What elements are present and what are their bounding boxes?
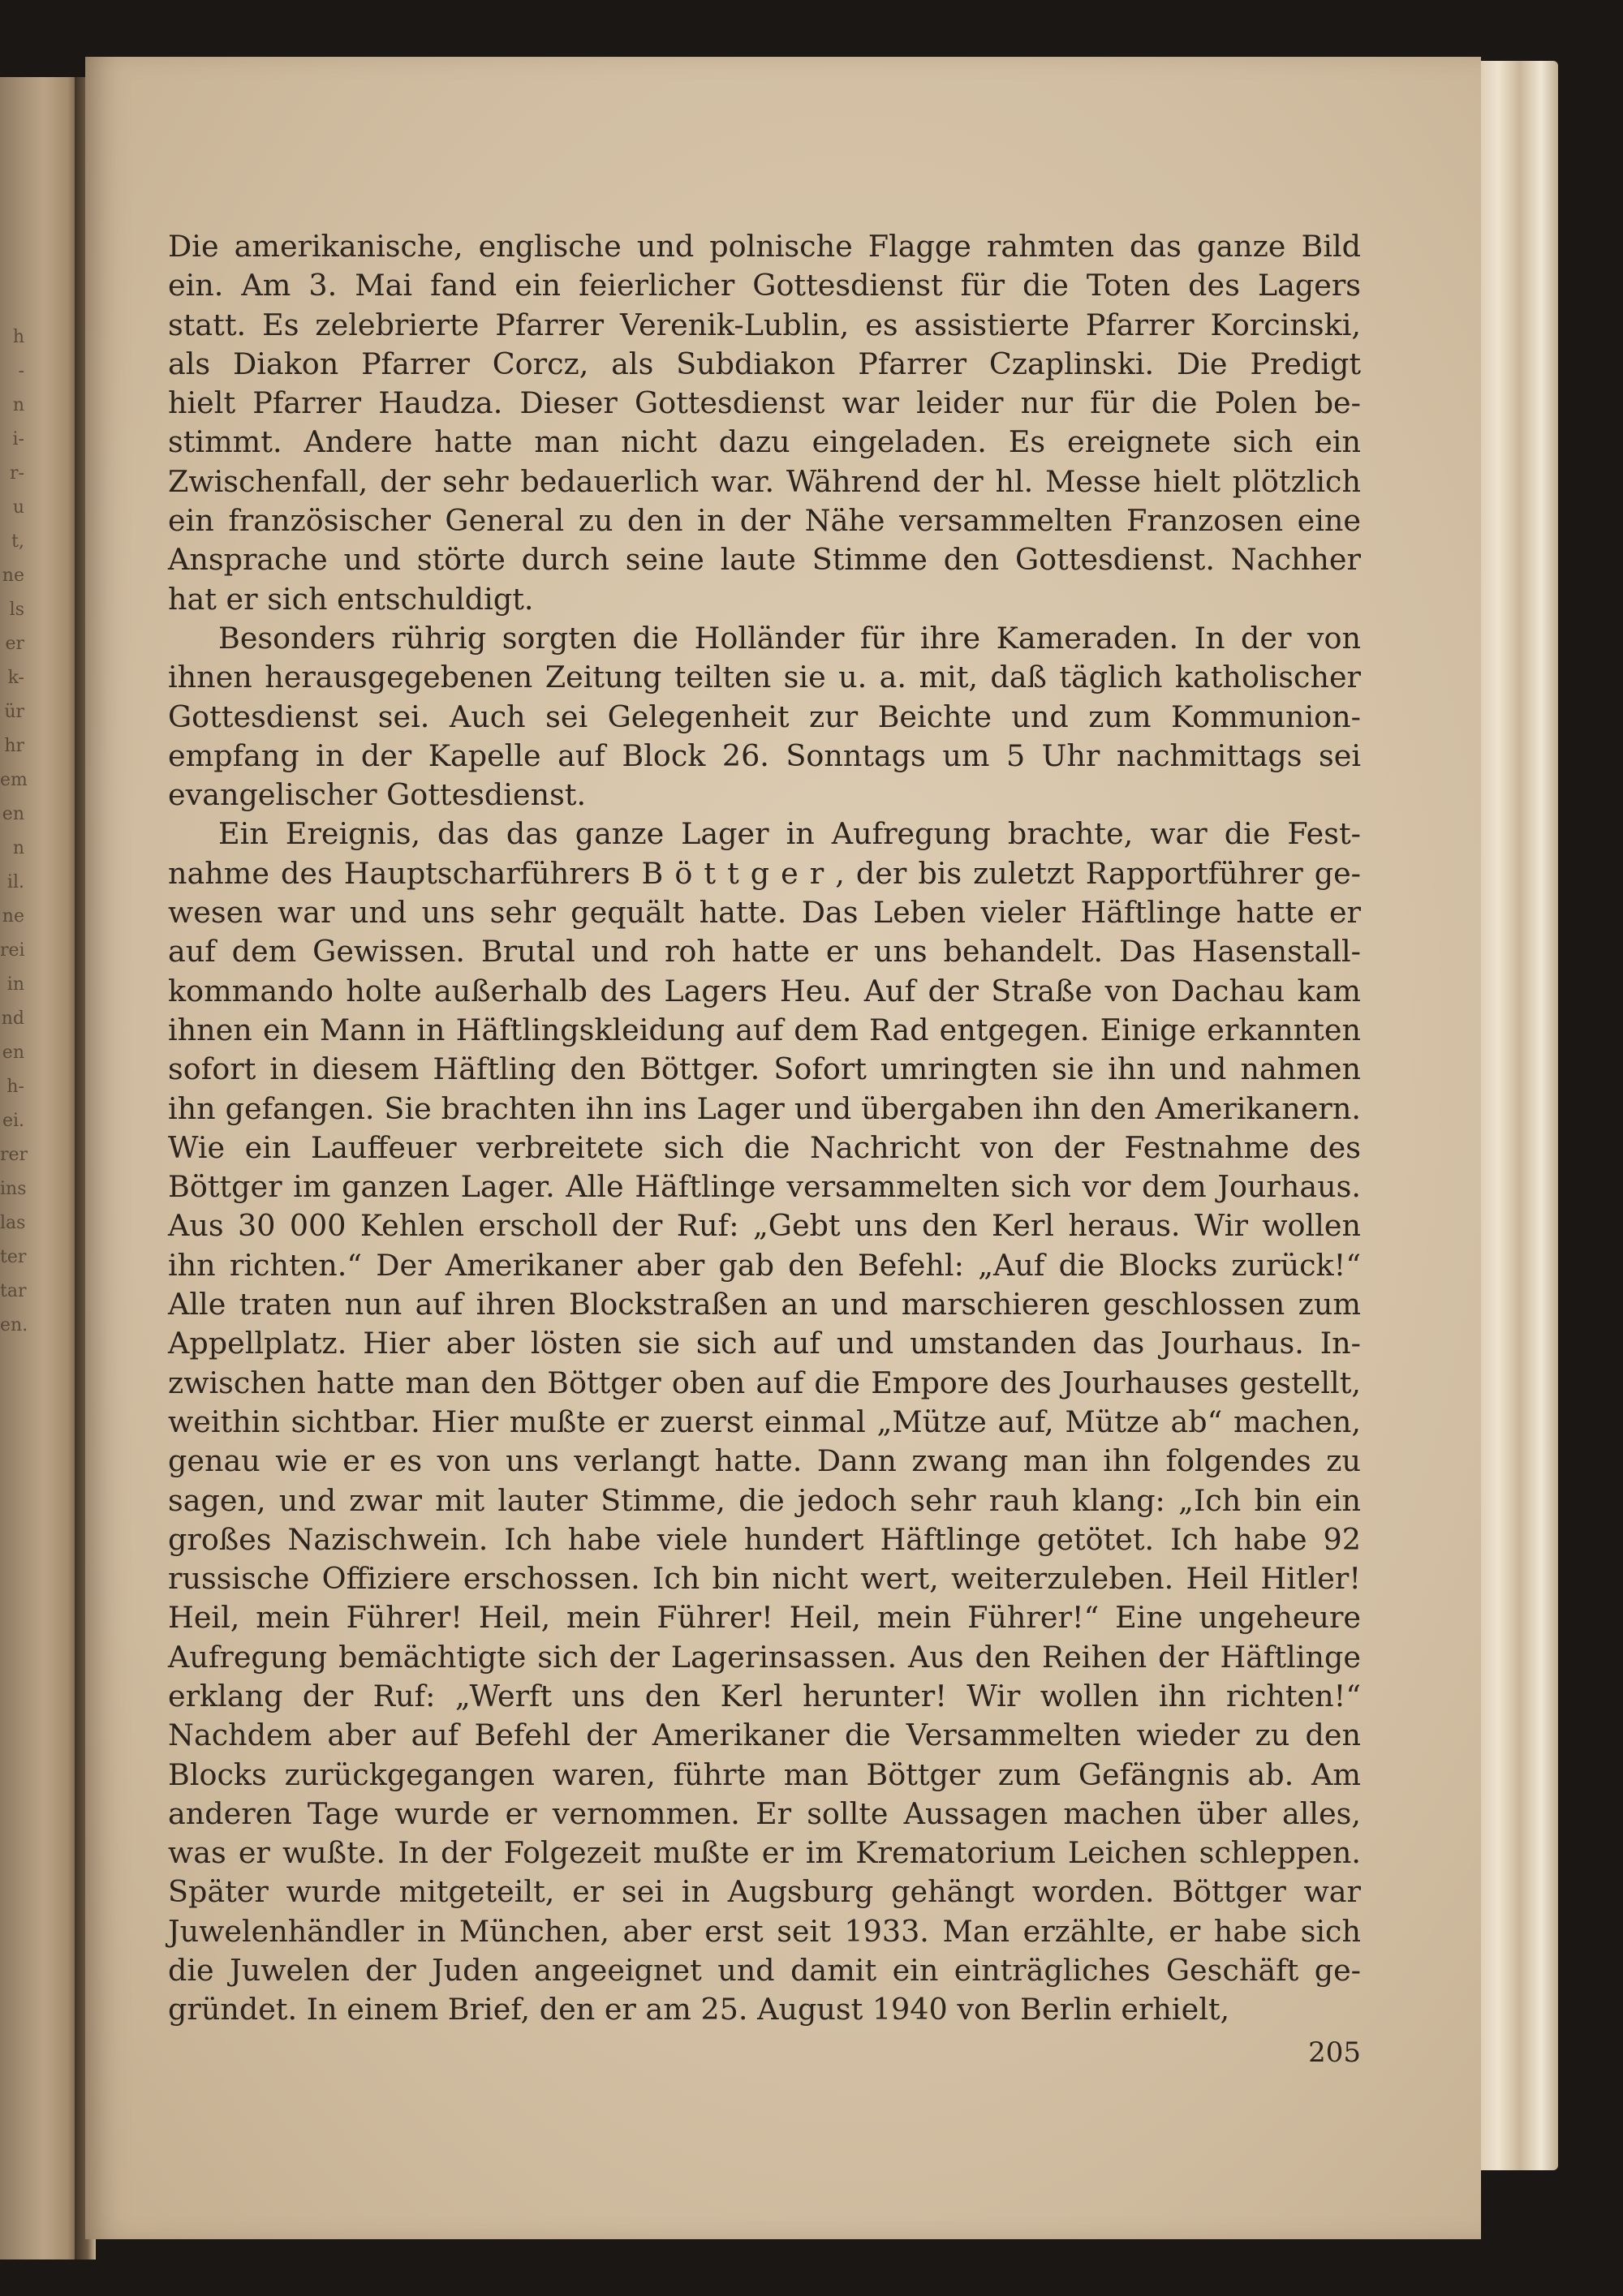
text-line: weithin sichtbar. Hier mußte er zuerst einmal „Mütze auf, Mütze ab“ machen, (168, 1404, 1361, 1439)
body-text (168, 227, 1361, 2030)
text-line: auf dem Gewissen. Brutal und roh hatte er uns behandelt. Das Hasenstall- (168, 934, 1361, 970)
left-page-fragment: n (12, 395, 24, 415)
text-line: Zwischenfall, der sehr bedauerlich war. Während der hl. Messe hielt plötzlich (168, 463, 1361, 499)
left-page-fragment: ei. (2, 1111, 24, 1131)
left-page-fragment: nd (1, 1008, 24, 1029)
left-page-fragment: ins (0, 1179, 27, 1199)
left-page-fragment: n (12, 838, 24, 858)
left-page-fragment: tar (0, 1281, 27, 1301)
text-line: sagen, und zwar mit lauter Stimme, die jedoch sehr rauh klang: „Ich bin ein (168, 1482, 1361, 1518)
left-page-fragment: r- (10, 463, 24, 484)
text-line: genau wie er es von uns verlangt hatte. Dann zwang man ihn folgendes zu (168, 1443, 1361, 1479)
text-line: statt. Es zelebrierte Pfarrer Verenik-Lublin, es assistierte Pfarrer Korcinski, (168, 307, 1361, 342)
text-line: Alle traten nun auf ihren Blockstraßen an und marschieren geschlossen zum (168, 1287, 1361, 1322)
left-page-text-fragments (0, 320, 28, 1343)
text-line: gründet. In einem Brief, den er am 25. August 1940 von Berlin erhielt, (168, 1992, 1230, 2027)
left-page-fragment: k- (7, 668, 24, 688)
left-page-edge (0, 77, 80, 2259)
text-line: evangelischer Gottesdienst. (168, 777, 587, 813)
left-page-fragment: em (0, 770, 28, 790)
text-line: Blocks zurückgegangen waren, führte man Böttger zum Gefängnis ab. Am (168, 1756, 1361, 1792)
text-line: Aufregung bemächtigte sich der Lagerinsassen. Aus den Reihen der Häftlinge (168, 1639, 1361, 1675)
text-line: großes Nazischwein. Ich habe viele hundert Häftlinge getötet. Ich habe 92 (168, 1521, 1361, 1557)
left-page-fragment: i- (12, 429, 24, 449)
text-line: ein. Am 3. Mai fand ein feierlicher Gottesdienst für die Toten des Lagers (168, 268, 1361, 303)
text-line: Nachdem aber auf Befehl der Amerikaner die Versammelten wieder zu den (168, 1718, 1361, 1753)
left-page-fragment: en (2, 804, 24, 824)
text-line: ein französischer General zu den in der Nähe versammelten Franzosen eine (168, 503, 1361, 539)
left-page-fragment: hr (4, 736, 24, 756)
left-page-fragment: il. (6, 872, 24, 892)
text-line: erklang der Ruf: „Werft uns den Kerl herunter! Wir wollen ihn richten!“ (168, 1678, 1361, 1713)
text-line: Ein Ereignis, das das ganze Lager in Aufregung brachte, war die Fest- (218, 816, 1361, 852)
text-line: Aus 30 000 Kehlen erscholl der Ruf: „Gebt uns den Kerl heraus. Wir wollen (168, 1208, 1361, 1244)
page-number: 205 (1308, 2036, 1361, 2069)
text-line: sofort in diesem Häftling den Böttger. Sofort umringten sie ihn und nahmen (168, 1051, 1361, 1087)
text-line: ihn gefangen. Sie brachten ihn ins Lager und übergaben ihn den Amerikanern. (168, 1090, 1361, 1126)
text-line: Juwelenhändler in München, aber erst seit 1933. Man erzählte, er habe sich (168, 1913, 1361, 1949)
left-page-fragment: ls (9, 600, 24, 620)
left-page-fragment: en. (0, 1315, 28, 1335)
text-line: Gottesdienst sei. Auch sei Gelegenheit zur Beichte und zum Kommunion- (168, 699, 1361, 734)
text-line: ihnen ein Mann in Häftlingskleidung auf dem Rad entgegen. Einige erkannten (168, 1012, 1361, 1047)
text-line: Heil, mein Führer! Heil, mein Führer! Heil, mein Führer!“ Eine ungeheure (168, 1600, 1361, 1636)
left-page-fragment: u (12, 497, 24, 518)
left-page-fragment: h- (6, 1077, 24, 1097)
left-page-fragment: ter (0, 1247, 27, 1267)
text-line: empfang in der Kapelle auf Block 26. Sonntags um 5 Uhr nachmittags sei (168, 737, 1361, 773)
text-line: was er wußte. In der Folgezeit mußte er im Krematorium Leichen schleppen. (168, 1835, 1361, 1871)
left-page-fragment: las (0, 1213, 26, 1233)
left-page-fragment: en (2, 1043, 24, 1063)
text-line: stimmt. Andere hatte man nicht dazu eingeladen. Es ereignete sich ein (168, 424, 1361, 460)
text-line: Ansprache und störte durch seine laute Stimme den Gottesdienst. Nachher (168, 542, 1361, 578)
left-page-fragment: rei (0, 940, 25, 961)
left-page-fragment: in (6, 974, 24, 995)
text-line: nahme des Hauptscharführers B ö t t g e r , der bis zuletzt Rapportführer ge- (168, 855, 1361, 891)
text-line: Appellplatz. Hier aber lösten sie sich auf und umstanden das Jourhaus. In- (168, 1326, 1361, 1361)
text-line: russische Offiziere erschossen. Ich bin nicht wert, weiterzuleben. Heil Hitler! (168, 1561, 1361, 1597)
left-page-fragment: t, (11, 531, 24, 552)
text-line: hat er sich entschuldigt. (168, 581, 534, 617)
left-page-fragment: h (12, 327, 24, 347)
text-line: Böttger im ganzen Lager. Alle Häftlinge versammelten sich vor dem Jourhaus. (168, 1169, 1361, 1205)
text-line: Die amerikanische, englische und polnische Flagge rahmten das ganze Bild (168, 229, 1361, 264)
left-page-fragment: ne (2, 565, 24, 586)
text-line: die Juwelen der Juden angeeignet und damit ein einträgliches Geschäft ge- (168, 1953, 1361, 1989)
text-line: ihn richten.“ Der Amerikaner aber gab den Befehl: „Auf die Blocks zurück!“ (168, 1247, 1361, 1283)
left-page-fragment: - (18, 361, 24, 381)
left-page-fragment: ür (4, 702, 24, 722)
book-page (85, 57, 1481, 2239)
text-line: anderen Tage wurde er vernommen. Er sollte Aussagen machen über alles, (168, 1795, 1361, 1831)
text-line: Besonders rührig sorgten die Holländer für ihre Kameraden. In der von (218, 620, 1361, 656)
left-page-fragment: rer (0, 1145, 28, 1165)
left-page-fragment: ne (2, 906, 24, 927)
text-line: ihnen herausgegebenen Zeitung teilten sie u. a. mit, daß täglich katholischer (168, 660, 1361, 695)
text-line: Wie ein Lauffeuer verbreitete sich die Nachricht von der Festnahme des (168, 1129, 1361, 1165)
page-stack-edge (1473, 61, 1558, 2170)
text-line: Später wurde mitgeteilt, er sei in Augsburg gehängt worden. Böttger war (168, 1874, 1361, 1910)
text-line: zwischen hatte man den Böttger oben auf die Empore des Jourhauses gestellt, (168, 1365, 1361, 1400)
text-line: wesen war und uns sehr gequält hatte. Das Leben vieler Häftlinge hatte er (168, 895, 1361, 931)
text-line: als Diakon Pfarrer Corcz, als Subdiakon Pfarrer Czaplinski. Die Predigt (168, 346, 1361, 381)
left-page-fragment: er (5, 634, 24, 654)
text-line: kommando holte außerhalb des Lagers Heu. Auf der Straße von Dachau kam (168, 973, 1361, 1008)
text-line: hielt Pfarrer Haudza. Dieser Gottesdienst war leider nur für die Polen be- (168, 385, 1361, 421)
